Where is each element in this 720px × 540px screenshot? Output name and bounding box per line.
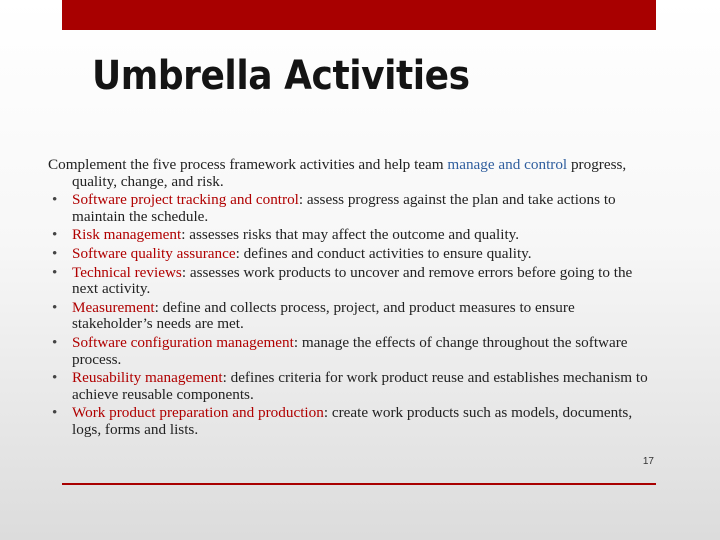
bullet-icon: • (52, 404, 58, 422)
bottom-divider (62, 483, 656, 485)
activity-term: Work product preparation and production (72, 404, 324, 422)
bullet-icon: • (52, 369, 58, 387)
intro-text-end: progress, quality, change, and risk. (72, 156, 627, 190)
slide-body (48, 157, 648, 439)
list-item (48, 227, 648, 244)
list-item (48, 370, 648, 403)
bullet-icon: • (52, 333, 58, 351)
activity-description: : assesses risks that may affect the outcome and quality. (181, 226, 520, 244)
activity-term: Software quality assurance (72, 244, 236, 262)
list-item (48, 300, 648, 333)
bullet-icon: • (52, 226, 58, 244)
activity-description: : assess progress against the plan and take actions to maintain the schedule. (72, 191, 616, 225)
activity-term: Software configuration management (72, 333, 294, 351)
activity-term: Reusability management (72, 369, 223, 387)
activity-list (48, 192, 648, 438)
activity-term: Software project tracking and control (72, 191, 299, 209)
list-item (48, 265, 648, 298)
slide-title: Umbrella Activities (92, 53, 470, 99)
top-accent-bar (62, 0, 656, 30)
list-item (48, 192, 648, 225)
bullet-icon: • (52, 244, 58, 262)
list-item (48, 246, 648, 263)
activity-description: : defines criteria for work product reuse and establishes mechanism to achieve reusable components. (72, 369, 648, 403)
bullet-icon: • (52, 191, 58, 209)
page-number: 17 (642, 456, 654, 467)
bullet-icon: • (52, 263, 58, 281)
activity-description: : define and collects process, project, and product measures to ensure stakeholder’s needs are met. (72, 298, 575, 333)
intro-highlight: manage and control (447, 156, 568, 173)
activity-description: : defines and conduct activities to ensure quality. (235, 244, 532, 262)
intro-text-start: Complement the five process framework activities and help team (48, 156, 448, 173)
activity-term: Technical reviews (72, 263, 182, 281)
list-item (48, 405, 648, 438)
list-item (48, 335, 648, 368)
activity-description: : create work products such as models, documents, logs, forms and lists. (72, 404, 633, 438)
bullet-icon: • (52, 298, 58, 316)
activity-term: Risk management (72, 226, 182, 244)
intro-paragraph (48, 157, 648, 190)
activity-description: : manage the effects of change throughout the software process. (72, 333, 628, 368)
activity-description: : assesses work products to uncover and remove errors before going to the next activity. (72, 263, 633, 298)
activity-term: Measurement (72, 298, 155, 316)
